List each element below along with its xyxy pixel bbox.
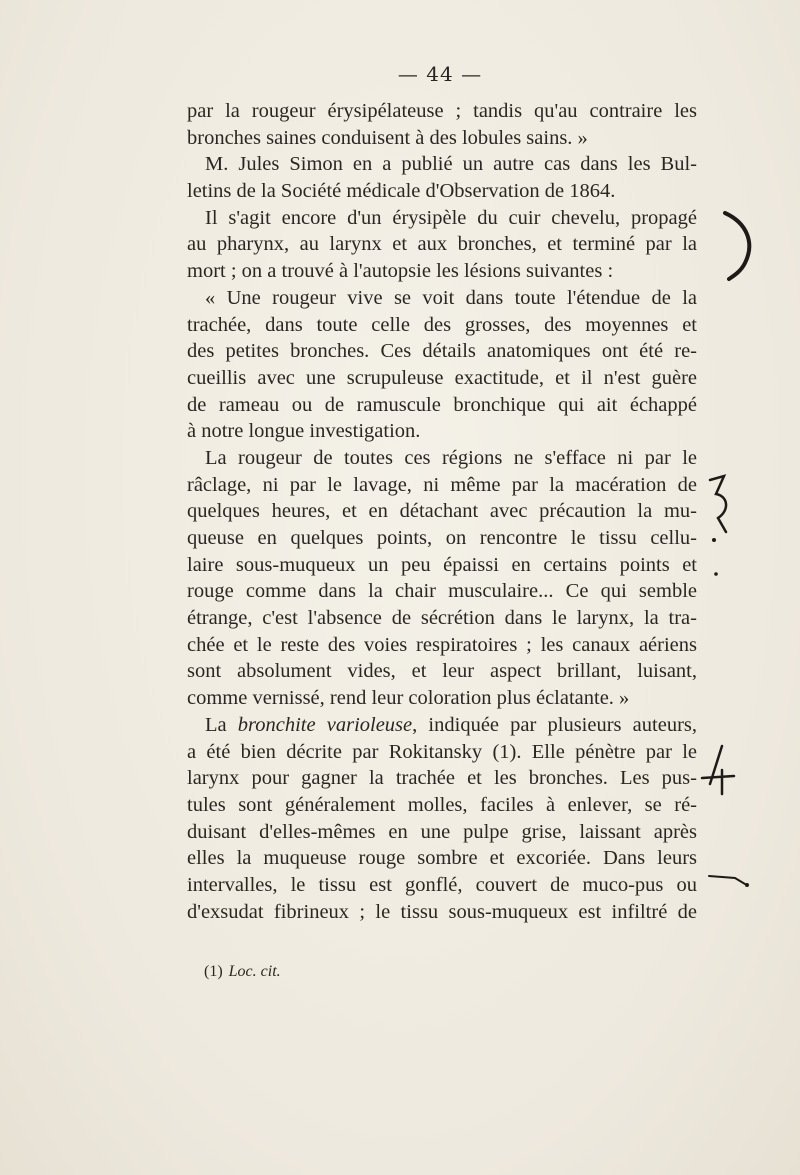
- text-line: La rougeur de toutes ces régions ne s'efface ni par le: [205, 446, 697, 469]
- body-text: [187, 98, 697, 925]
- text-line: intervalles, le tissu est gonflé, couvert de muco-pus ou: [187, 873, 697, 896]
- text-line: par la rougeur érysipélateuse ; tandis qu'au contraire les: [187, 100, 697, 122]
- text-line: cueillis avec une scrupuleuse exactitude, et il n'est guère: [187, 366, 697, 389]
- margin-numeral-4-mark: [698, 740, 748, 800]
- text-segment: La: [205, 713, 238, 736]
- text-line: elles la muqueuse rouge sombre et excoriée. Dans leurs: [187, 847, 697, 870]
- text-line: râclage, ni par le lavage, ni même par la macération de: [187, 473, 697, 496]
- margin-dot-mark: [708, 566, 728, 586]
- text-line: étrange, c'est l'absence de sécrétion dans le larynx, la tra-: [187, 607, 697, 630]
- margin-bracket-mark: [715, 205, 765, 285]
- text-line: Il s'agit encore d'un érysipèle du cuir chevelu, propagé: [205, 206, 697, 229]
- text-line: « Une rougeur vive se voit dans toute l'étendue de la: [205, 286, 697, 309]
- text-line: trachée, dans toute celle des grosses, des moyennes et: [187, 313, 697, 336]
- text-line: [187, 712, 697, 739]
- text-line: duisant d'elles-mêmes en une pulpe grise, laissant après: [187, 820, 697, 843]
- text-segment: , indiquée par plusieurs auteurs,: [412, 713, 697, 736]
- footnote-marker: (1): [204, 963, 223, 980]
- page-number: — 44 —: [397, 62, 483, 86]
- italic-term: bronchite varioleuse: [237, 713, 413, 736]
- text-line: de rameau ou de ramuscule bronchique qui ait échappé: [187, 393, 697, 416]
- text-line: chée et le reste des voies respiratoires ; les canaux aériens: [187, 633, 697, 656]
- text-line: bronches saines conduisent à des lobules sains. »: [187, 126, 588, 149]
- footnote-text: Loc. cit.: [228, 963, 281, 980]
- text-line: à notre longue investigation.: [187, 420, 421, 443]
- text-line: quelques heures, et en détachant avec précaution la mu-: [187, 500, 697, 523]
- text-line: letins de la Société médicale d'Observation de 1864.: [187, 180, 616, 203]
- footnote: [204, 963, 281, 981]
- text-line: au pharynx, au larynx et aux bronches, et terminé par la: [187, 233, 697, 256]
- text-line: tules sont généralement molles, faciles à enlever, se ré-: [187, 793, 697, 816]
- text-line: laire sous-muqueux un peu épaissi en certains points et: [187, 553, 697, 576]
- margin-numeral-3-mark: [700, 470, 750, 550]
- text-line: sont absolument vides, et leur aspect brillant, luisant,: [187, 660, 697, 683]
- text-line: rouge comme dans la chair musculaire... Ce qui semble: [187, 580, 697, 603]
- text-line: des petites bronches. Ces détails anatomiques ont été re-: [187, 340, 697, 363]
- text-line: d'exsudat fibrineux ; le tissu sous-muqueux est infiltré de: [187, 900, 697, 923]
- text-line: a été bien décrite par Rokitansky (1). Elle pénètre par le: [187, 740, 697, 763]
- text-line: M. Jules Simon en a publié un autre cas dans les Bul-: [205, 153, 697, 176]
- text-line: queuse en quelques points, on rencontre le tissu cellu-: [187, 527, 697, 549]
- text-line: larynx pour gagner la trachée et les bronches. Les pus-: [187, 767, 697, 790]
- text-line: mort ; on a trouvé à l'autopsie les lésions suivantes :: [187, 260, 614, 283]
- text-line: comme vernissé, rend leur coloration plus éclatante. »: [187, 687, 630, 710]
- margin-dash-mark: [705, 870, 755, 894]
